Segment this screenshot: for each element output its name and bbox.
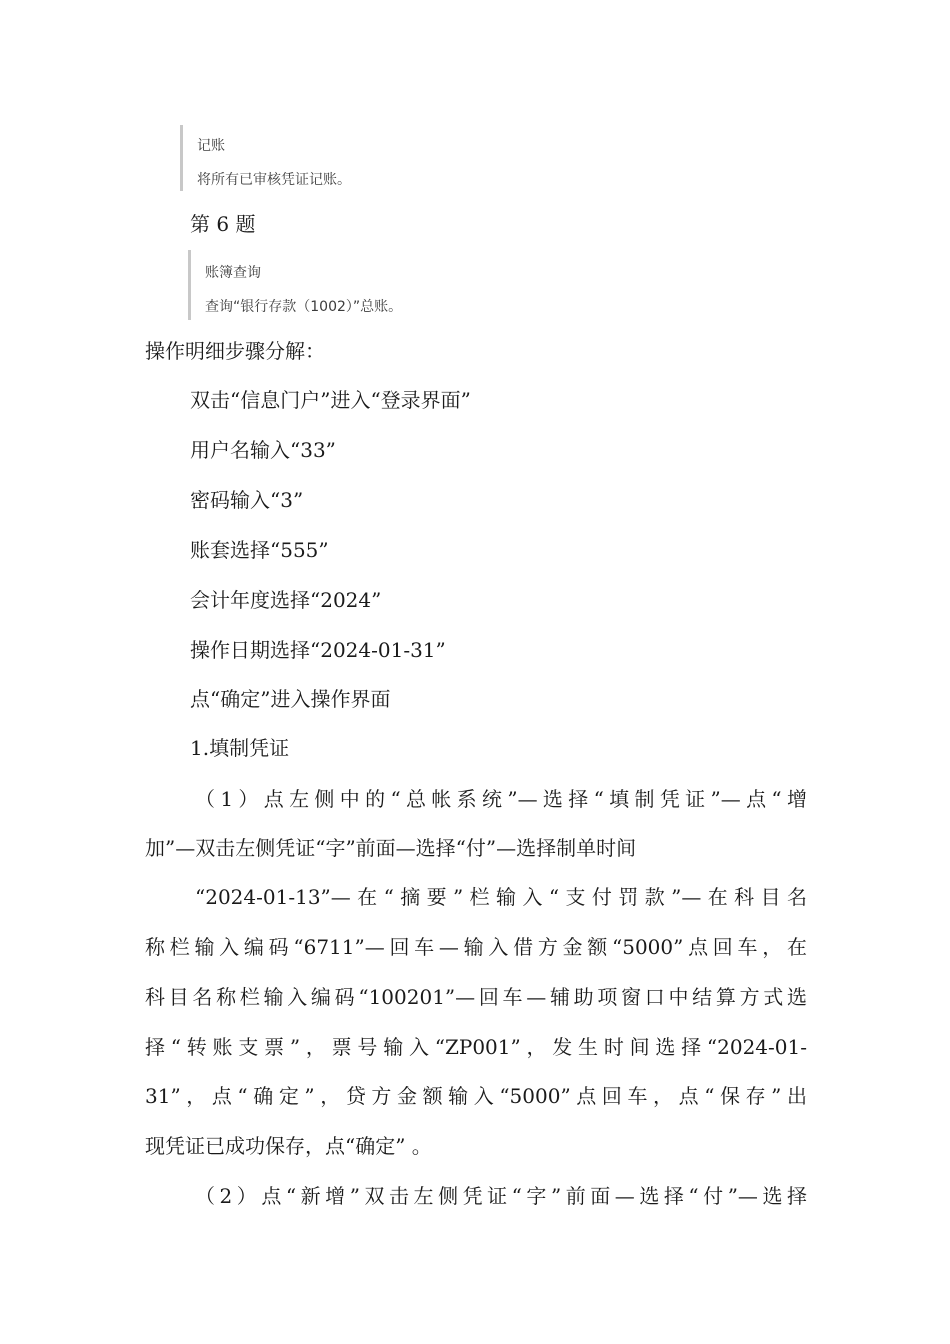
paragraph-line: （2）点“新增”双击左侧凭证“字”前面—选择“付”—选择 [195,1184,807,1208]
paragraph-line: “2024-01-13”—在“摘要”栏输入“支付罚款”—在科目名 [195,885,807,909]
section-heading: 操作明细步骤分解： [145,339,325,363]
paragraph-line: 31”，点“确定”，贷方金额输入“5000”点回车，点“保存”出 [145,1084,807,1108]
step-line: 点“确定”进入操作界面 [190,687,391,711]
paragraph-line: 科目名称栏输入编码“100201”—回车—辅助项窗口中结算方式选 [145,985,807,1009]
paragraph-line: 称栏输入编码“6711”—回车—输入借方金额“5000”点回车，在 [145,935,807,959]
task-title: 账簿查询 [205,265,261,281]
step-line: 双击“信息门户”进入“登录界面” [190,388,471,412]
paragraph-line: （1）点左侧中的“总帐系统”—选择“填制凭证”—点“增 [195,787,807,811]
task-title: 记账 [197,138,225,154]
subsection-title: 1.填制凭证 [190,736,290,760]
task-description: 查询“银行存款（1002）”总账。 [205,299,403,315]
task-description: 将所有已审核凭证记账。 [197,172,351,188]
step-line: 操作日期选择“2024-01-31” [190,638,446,662]
paragraph-line: 择“转账支票”，票号输入“ZP001”，发生时间选择“2024-01- [145,1035,807,1059]
step-line: 会计年度选择“2024” [190,588,382,612]
task-screenshot-ledger-query [188,250,451,320]
paragraph-line: 加”—双击左侧凭证“字”前面—选择“付”—选择制单时间 [145,836,637,860]
step-line: 账套选择“555” [190,538,329,562]
paragraph-line: 现凭证已成功保存，点“确定” 。 [145,1134,432,1158]
step-line: 密码输入“3” [190,488,304,512]
question-number: 第 6 题 [190,212,256,236]
step-line: 用户名输入“33” [190,438,336,462]
task-screenshot-posting [180,125,423,191]
